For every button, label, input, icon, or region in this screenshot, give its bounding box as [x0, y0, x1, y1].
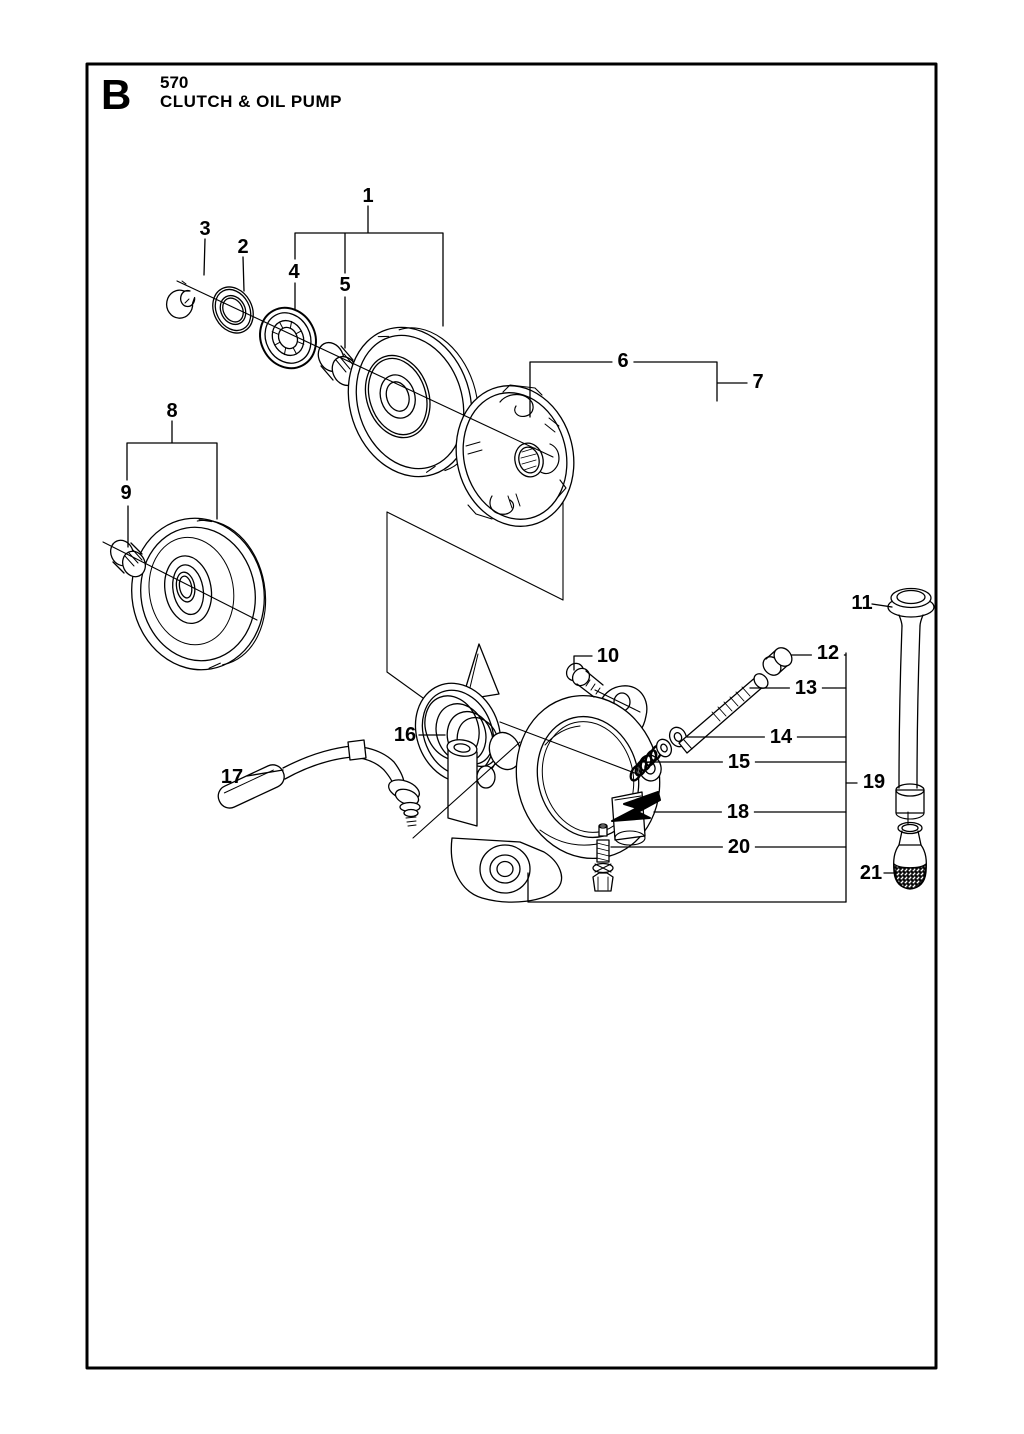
callout-8: 8 [166, 400, 178, 422]
callout-4: 4 [288, 261, 300, 283]
callout-9: 9 [120, 482, 132, 504]
pickup-hose-drawing [888, 589, 934, 820]
callout-14: 14 [765, 727, 797, 747]
callout-10: 10 [596, 645, 620, 667]
callout-13: 13 [790, 678, 822, 698]
callout-1: 1 [362, 185, 374, 207]
model-number: 570 [160, 73, 189, 92]
callout-17: 17 [220, 766, 244, 788]
callout-2: 2 [237, 236, 249, 258]
page-frame [87, 64, 936, 1368]
clutch-drum-8-drawing [120, 508, 277, 681]
callout-5: 5 [339, 274, 351, 296]
rim-sprocket-drawing [250, 298, 327, 378]
oil-hose-drawing [215, 740, 422, 826]
callout-20: 20 [723, 837, 755, 857]
washer-drawing [205, 280, 261, 340]
callout-18: 18 [722, 802, 754, 822]
callout-7: 7 [752, 371, 764, 393]
callout-19: 19 [862, 771, 886, 793]
callout-3: 3 [199, 218, 211, 240]
callout-21: 21 [859, 862, 883, 884]
pump-plunger-drawing [679, 671, 771, 753]
plunger-cap-drawing [759, 644, 795, 679]
callout-15: 15 [723, 752, 755, 772]
callout-6: 6 [612, 351, 633, 371]
callout-11: 11 [851, 592, 873, 614]
callout-16: 16 [393, 724, 417, 746]
pickup-filter-drawing [894, 823, 927, 890]
e-clip-drawing [167, 281, 195, 318]
section-letter: B [101, 71, 132, 118]
page-title: CLUTCH & OIL PUMP [160, 92, 342, 111]
callout-12: 12 [812, 643, 844, 663]
